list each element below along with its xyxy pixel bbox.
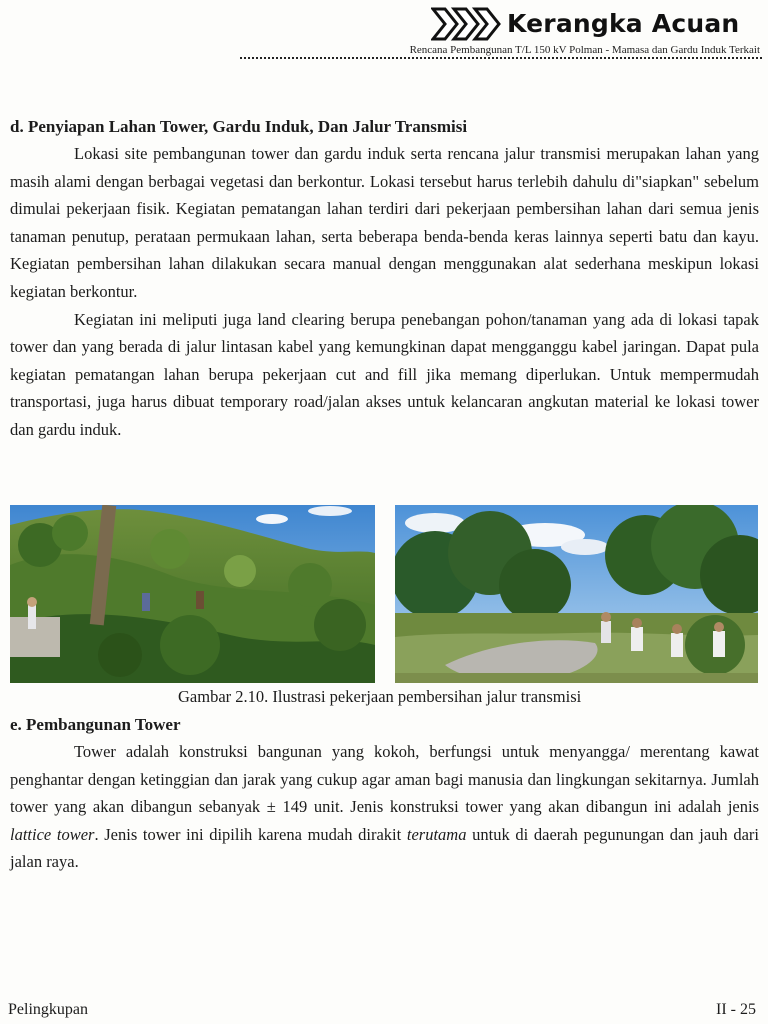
footer-section-name: Pelingkupan <box>8 1001 88 1018</box>
figure-photos <box>10 505 758 683</box>
figure-caption: Gambar 2.10. Ilustrasi pekerjaan pembersihan jalur transmisi <box>178 687 582 706</box>
section-d-paragraph-1: Lokasi site pembangunan tower dan gardu induk serta rencana jalur transmisi merupakan lahan yang masih alami dengan berbagai vegetasi dan berkontur. Lokasi tersebut harus terlebih dahulu di"siapkan" sebelum dimulai pekerjaan fisik. Kegiatan pematangan lahan terdiri dari pekerjaan pembersihan lahan dari semua jenis tanaman penutup, perataan permukaan lahan, serta beberapa benda-benda keras lainnya seperti batu dan kayu. Kegiatan pembersihan lahan dilakukan secara manual dengan menggunakan alat sederhana meskipun lokasi kegiatan berkontur. <box>10 144 759 301</box>
header-divider <box>240 57 762 59</box>
chevron-arrows-icon <box>431 4 503 44</box>
header-logo-text: Kerangka Acuan <box>507 9 740 38</box>
section-e-text-2: . Jenis tower ini dipilih karena mudah dirakit <box>94 824 407 844</box>
section-d <box>10 114 759 444</box>
page-header <box>0 0 768 62</box>
header-logo <box>431 4 739 44</box>
section-e-text-3: untuk di daerah pegunungan dan jauh dari jalan raya. <box>10 824 759 872</box>
section-e-italic-lattice: lattice tower <box>10 824 95 844</box>
section-e-text-1: Tower adalah konstruksi bangunan yang kokoh, berfungsi untuk menyangga/ merentang kawat penghantar dengan ketinggian dan jarak yang cukup agar aman bagi manusia dan lingkungan sekitarnya. Jumlah tower yang akan dibangun sebanyak ± 149 unit. Jenis konstruksi tower yang akan dibangun ini adalah jenis <box>10 742 759 817</box>
photo-land-clearing-slope <box>10 505 375 683</box>
section-d-heading: d. Penyiapan Lahan Tower, Gardu Induk, Dan Jalur Transmisi <box>10 117 468 136</box>
section-e-paragraph <box>10 738 759 876</box>
section-d-paragraph-2: Kegiatan ini meliputi juga land clearing berupa penebangan pohon/tanaman yang ada di lokasi tapak tower dan yang berada di jalur lintasan kabel yang kemungkinan dapat mengganggu kabel jaringan. Dapat pula kegiatan pematangan lahan berupa pekerjaan cut and fill jika memang diperlukan. Untuk mempermudah transportasi, juga harus dibuat temporary road/jalan akses untuk kelancaran angkutan material ke lokasi tower dan gardu induk. <box>10 309 759 439</box>
section-e <box>10 712 759 876</box>
footer-page-number: II - 25 <box>716 1001 756 1018</box>
photo-workers-clearing-path <box>395 505 758 683</box>
section-e-heading: e. Pembangunan Tower <box>10 715 181 734</box>
section-e-italic-terutama: terutama <box>406 824 467 844</box>
header-subtitle: Rencana Pembangunan T/L 150 kV Polman - Mamasa dan Gardu Induk Terkait <box>409 44 760 56</box>
